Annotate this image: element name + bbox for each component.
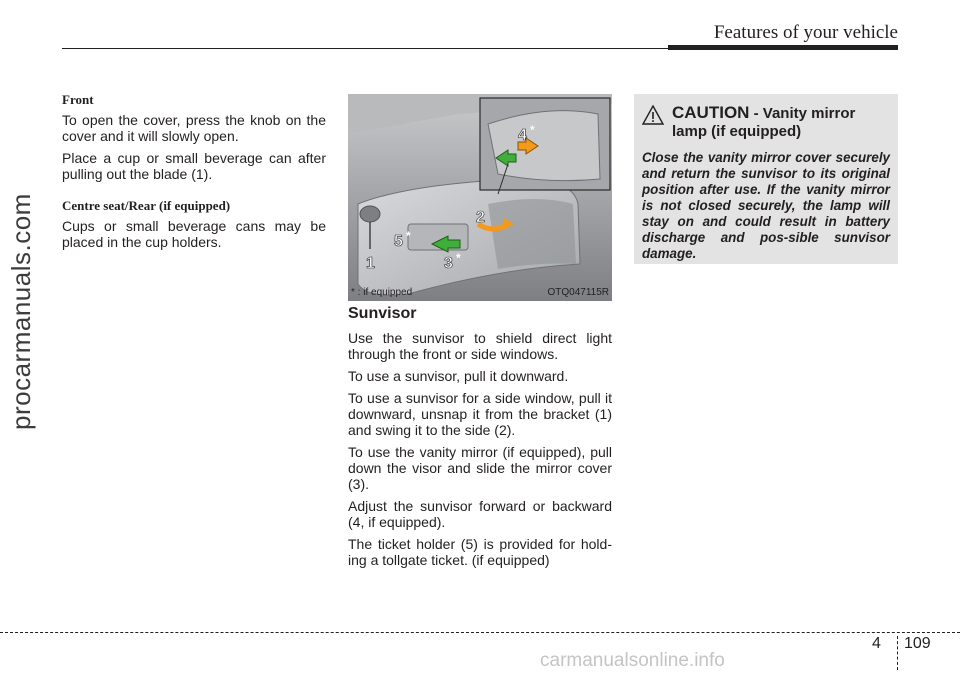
- caution-body: Close the vanity mirror cover securely and return the sunvisor to its original position after use. If the vanity mirror is not closed securely, the lamp will stay on and could result in battery discharge and pos-sible sunvisor damage.: [642, 150, 890, 261]
- callout-3-asterisk: *: [456, 251, 461, 265]
- figure-code: OTQ047115R: [547, 287, 609, 298]
- sunvisor-paragraph: Use the sunvisor to shield direct light through the front or side windows.: [348, 330, 612, 362]
- sunvisor-section: [348, 306, 612, 574]
- running-header-title: Features of your vehicle: [713, 22, 898, 43]
- section-number: 4: [872, 635, 881, 652]
- sunvisor-paragraph: The ticket holder (5) is provided for hold-ing a tollgate ticket. (if equipped): [348, 536, 612, 568]
- caution-title-row: [642, 104, 890, 141]
- paragraph-cup-holders: Cups or small beverage cans may be placed in the cup holders.: [62, 218, 326, 250]
- page-number: 109: [904, 635, 931, 652]
- callout-2: 2: [476, 209, 485, 226]
- caution-label: CAUTION: [672, 103, 750, 122]
- page-number-divider: [897, 636, 898, 670]
- sunvisor-drawing: [348, 94, 612, 301]
- sunvisor-paragraph: Adjust the sunvisor forward or backward (4, if equipped).: [348, 498, 612, 530]
- left-column: [62, 92, 326, 256]
- paragraph-place-cup: Place a cup or small beverage can after pulling out the blade (1).: [62, 150, 326, 182]
- sunvisor-paragraph: To use a sunvisor for a side window, pull it downward, unsnap it from the bracket (1) and swing it to the side (2).: [348, 390, 612, 438]
- callout-5: 5: [394, 233, 403, 250]
- side-watermark: procarmanuals.com: [6, 193, 36, 430]
- heading-centre-seat: Centre seat/Rear (if equipped): [62, 198, 231, 213]
- paragraph-open-cover: To open the cover, press the knob on the cover and it will slowly open.: [62, 112, 326, 144]
- caution-box: [634, 94, 898, 264]
- sunvisor-illustration: [348, 94, 612, 301]
- sunvisor-heading: Sunvisor: [348, 305, 417, 322]
- sunvisor-paragraph: To use a sunvisor, pull it downward.: [348, 368, 569, 384]
- footer-rule: [0, 632, 960, 633]
- bottom-watermark: carmanualsonline.info: [540, 650, 725, 671]
- warning-triangle-icon: [642, 105, 664, 125]
- callout-4-asterisk: *: [530, 123, 535, 137]
- caution-subtitle: - Vanity mirror lamp (if equipped): [672, 105, 856, 140]
- callout-1: 1: [366, 255, 375, 272]
- callout-3: 3: [444, 255, 453, 272]
- sunvisor-paragraph: To use the vanity mirror (if equipped), pull down the visor and slide the mirror cover (3).: [348, 444, 612, 492]
- figure-footnote: * : if equipped: [351, 287, 413, 298]
- callout-5-asterisk: *: [406, 229, 411, 243]
- heading-front: Front: [62, 92, 94, 107]
- callout-4: 4: [518, 127, 527, 144]
- caution-title: [672, 104, 890, 141]
- header-rule-bar: [668, 45, 898, 50]
